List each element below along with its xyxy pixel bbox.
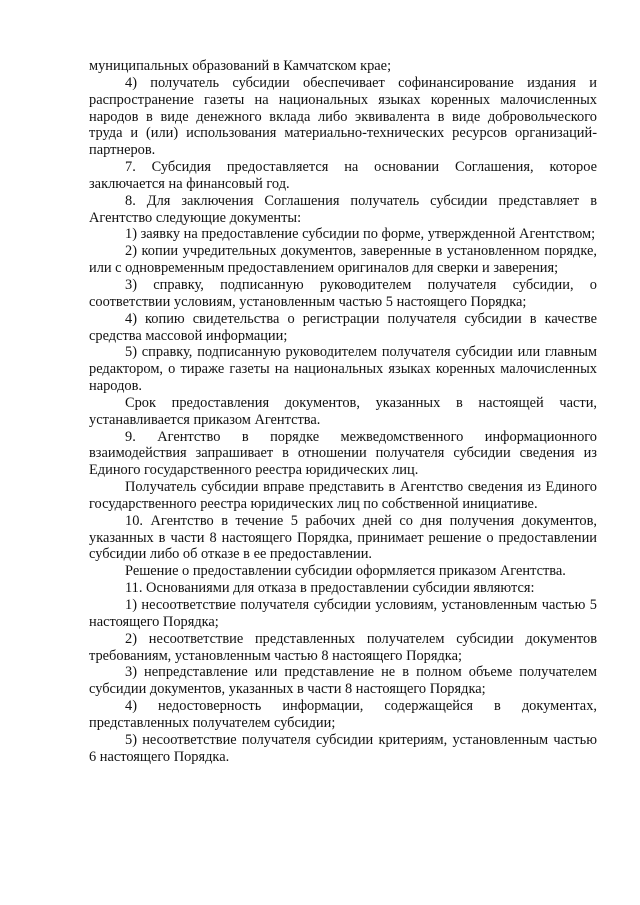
paragraph-refusal-ground-5: 5) несоответствие получателя субсидии критериям, установленным частью 6 настоящего Порядка. (89, 731, 597, 765)
paragraph-section-8: 8. Для заключения Соглашения получатель субсидии представляет в Агентство следующие документы: (89, 192, 597, 226)
paragraph-section-10: 10. Агентство в течение 5 рабочих дней со дня получения документов, указанных в части 8 настоящего Порядка, принимает решение о предоставлении субсидии либо об отказе в ее предоставлении. (89, 512, 597, 563)
paragraph-decision-order: Решение о предоставлении субсидии оформляется приказом Агентства. (125, 563, 566, 580)
paragraph-item-4-registration-certificate: 4) копию свидетельства о регистрации получателя субсидии в качестве средства массовой информации; (89, 310, 597, 344)
paragraph-own-initiative: Получатель субсидии вправе представить в Агентство сведения из Единого государственного реестра юридических лиц по собственной инициативе. (89, 479, 597, 512)
paragraph-refusal-ground-2: 2) несоответствие представленных получателем субсидии документов требованиям, установленным частью 8 настоящего Порядка; (89, 630, 597, 664)
paragraph-item-3-compliance-certificate: 3) справку, подписанную руководителем получателя субсидии, о соответствии условиям, установленным частью 5 настоящего Порядка; (89, 276, 597, 310)
paragraph-refusal-ground-4: 4) недостоверность информации, содержащейся в документах, представленных получателем субсидии; (89, 698, 597, 731)
document-page (89, 58, 597, 765)
paragraph-section-9: 9. Агентство в порядке межведомственного информационного взаимодействия запрашивает в отношении получателя субсидии сведения из Единого государственного реестра юридических лиц. (89, 428, 597, 479)
paragraph-section-11: 11. Основаниями для отказа в предоставлении субсидии являются: (125, 580, 535, 597)
paragraph-submission-deadline: Срок предоставления документов, указанных в настоящей части, устанавливается приказом Агентства. (89, 394, 597, 428)
paragraph-item-2-founding-documents: 2) копии учредительных документов, заверенные в установленном порядке, или с одновременным предоставлением оригиналов для сверки и заверения; (89, 243, 597, 277)
paragraph-continuation: муниципальных образований в Камчатском крае; (89, 58, 392, 74)
paragraph-refusal-ground-1: 1) несоответствие получателя субсидии условиям, установленным частью 5 настоящего Порядка; (89, 597, 597, 630)
paragraph-section-7: 7. Субсидия предоставляется на основании Соглашения, которое заключается на финансовый год. (89, 159, 597, 192)
paragraph-item-5-circulation-certificate: 5) справку, подписанную руководителем получателя субсидии или главным редактором, о тираже газеты на национальных языках коренных малочисленных народов. (89, 344, 597, 395)
paragraph-refusal-ground-3: 3) непредставление или представление не в полном объеме получателем субсидии документов, указанных в части 8 настоящего Порядка; (89, 664, 597, 698)
paragraph-item-4-cofinancing: 4) получатель субсидии обеспечивает софинансирование издания и распространение газеты на национальных языках коренных малочисленных народов в виде денежного вклада либо эквивалента в виде добровольческого труда и (или) использования материально-технических ресурсов организаций-партнеров. (89, 74, 597, 159)
paragraph-item-1-application: 1) заявку на предоставление субсидии по форме, утвержденной Агентством; (125, 226, 596, 243)
